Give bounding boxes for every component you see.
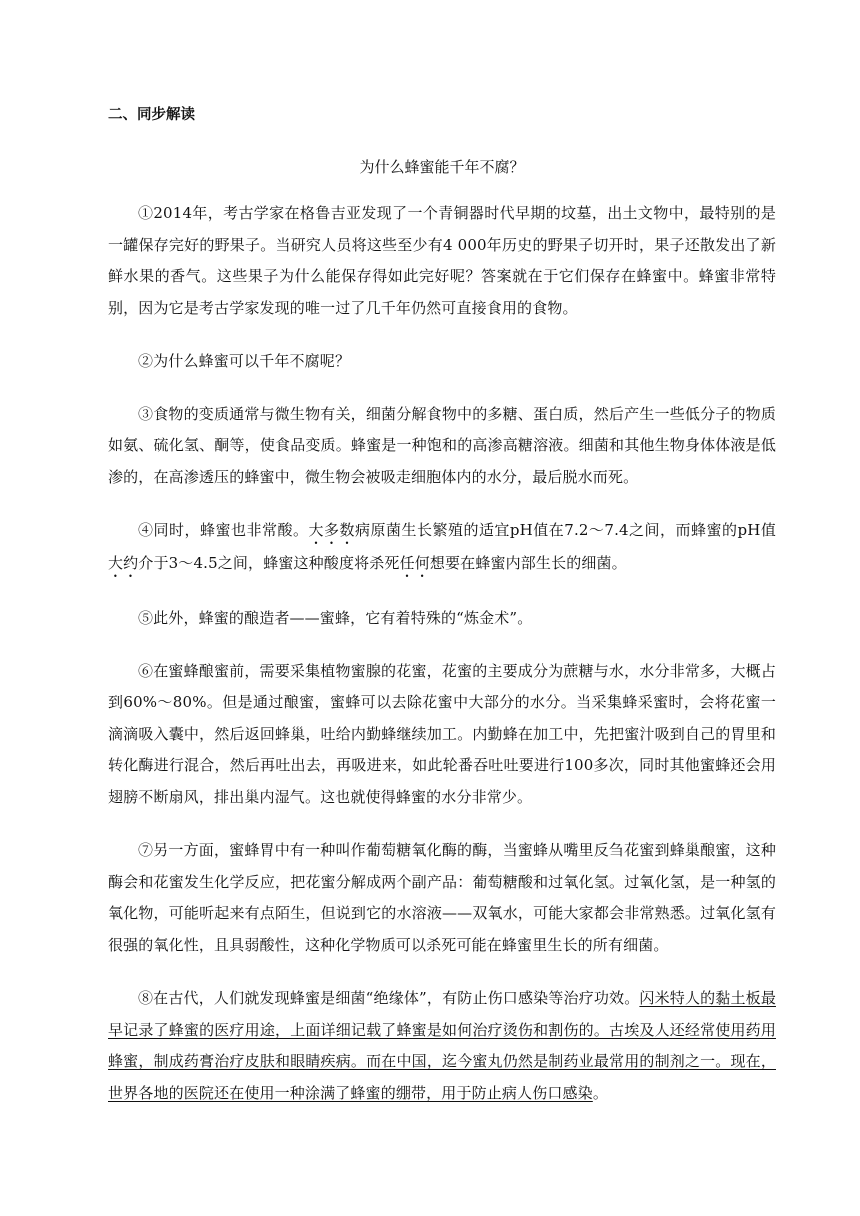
paragraph-8 (108, 983, 776, 1109)
paragraph-3: ③食物的变质通常与微生物有关，细菌分解食物中的多糖、蛋白质，然后产生一些低分子的物质如氨、硫化氢、酮等，使食品变质。蜂蜜是一种饱和的高渗高糖溶液。细菌和其他生物身体体液是低渗的，在高渗透压的蜂蜜中，微生物会被吸走细胞体内的水分，最后脱水而死。 (108, 404, 776, 486)
paragraph-8-text-2: 。 (592, 1083, 608, 1102)
paragraph-2: ②为什么蜂蜜可以千年不腐呢？ (138, 352, 351, 370)
paragraph-6: ⑥在蜜蜂酿蜜前，需要采集植物蜜腺的花蜜，花蜜的主要成分为蔗糖与水，水分非常多，大概占到60%～80%。但是通过酿蜜，蜜蜂可以去除花蜜中大部分的水分。当采集蜂采蜜时，会将花蜜一滴滴吸入囊中，然后返回蜂巢，吐给内勤蜂继续加工。内勤蜂在加工中，先把蜜汁吸到自己的胃里和转化酶进行混合，然后再吐出去，再吸进来，如此轮番吞吐吐要进行100多次，同时其他蜜蜂还会用翅膀不断扇风，排出巢内湿气。这也就使得蜂蜜的水分非常少。 (108, 661, 776, 806)
paragraph-4-text-2: 病原菌生长繁殖的适宜pH值在7.2～7.4之间，而蜂蜜的pH值 (354, 521, 777, 539)
underlined-passage: 闪米特人的黏土板最早记录了蜂蜜的医疗用途，上面详细记载了蜂蜜是如何治疗烫伤和割伤的。古埃及人还经常使用药用蜂蜜，制成药膏治疗皮肤和眼睛疾病。而在中国，迄今蜜丸仍然是制药业最常用的制剂之一。现在，世界各地的医院还在使用一种涂满了蜂蜜的绷带，用于防止病人伤口感染 (108, 989, 776, 1102)
paragraph-8-text-1: ⑧在古代，人们就发现蜂蜜是细菌“绝缘体”，有防止伤口感染等治疗功效。 (138, 989, 640, 1007)
paragraph-4-text-4: 想要在蜂蜜内部生长的细菌。 (429, 554, 627, 572)
section-heading: 二、同步解读 (108, 107, 195, 123)
paragraph-5: ⑤此外，蜂蜜的酿造者——蜜蜂，它有着特殊的“炼金术”。 (138, 609, 533, 627)
paragraph-4-text-1: ④同时，蜂蜜也非常酸。 (138, 521, 309, 539)
emphasis-dotted-text: 大多数 (308, 521, 355, 539)
paragraph-7: ⑦另一方面，蜜蜂胃中有一种叫作葡萄糖氧化酶的酶，当蜜蜂从嘴里反刍花蜜到蜂巢酿蜜，这种酶会和花蜜发生化学反应，把花蜜分解成两个副产品：葡萄糖酸和过氧化氢。过氧化氢，是一种氢的氧化物，可能听起来有点陌生，但说到它的水溶液——双氧水，可能大家都会非常熟悉。过氧化氢有很强的氧化性，且具弱酸性，这种化学物质可以杀死可能在蜂蜜里生长的所有细菌。 (108, 841, 776, 954)
article-title: 为什么蜂蜜能千年不腐？ (359, 158, 525, 176)
paragraph-1: ①2014年，考古学家在格鲁吉亚发现了一个青铜器时代早期的坟墓，出土文物中，最特别的是一罐保存完好的野果子。当研究人员将这些至少有4 000年历史的野果子切开时，果子还散发出了新鲜水果的香气。这些果子为什么能保存得如此完好呢？答案就在于它们保存在蜂蜜中。蜂蜜非常特别，因为它是考古学家发现的唯一过了几千年仍然可直接食用的食物。 (108, 204, 776, 317)
paragraph-4-text-3: 介于3～4.5之间，蜂蜜这种酸度将杀死 (138, 554, 400, 572)
emphasis-dotted-text: 任何 (399, 554, 430, 572)
paragraph-4 (108, 515, 776, 581)
emphasis-dotted-text: 大约 (108, 554, 139, 572)
